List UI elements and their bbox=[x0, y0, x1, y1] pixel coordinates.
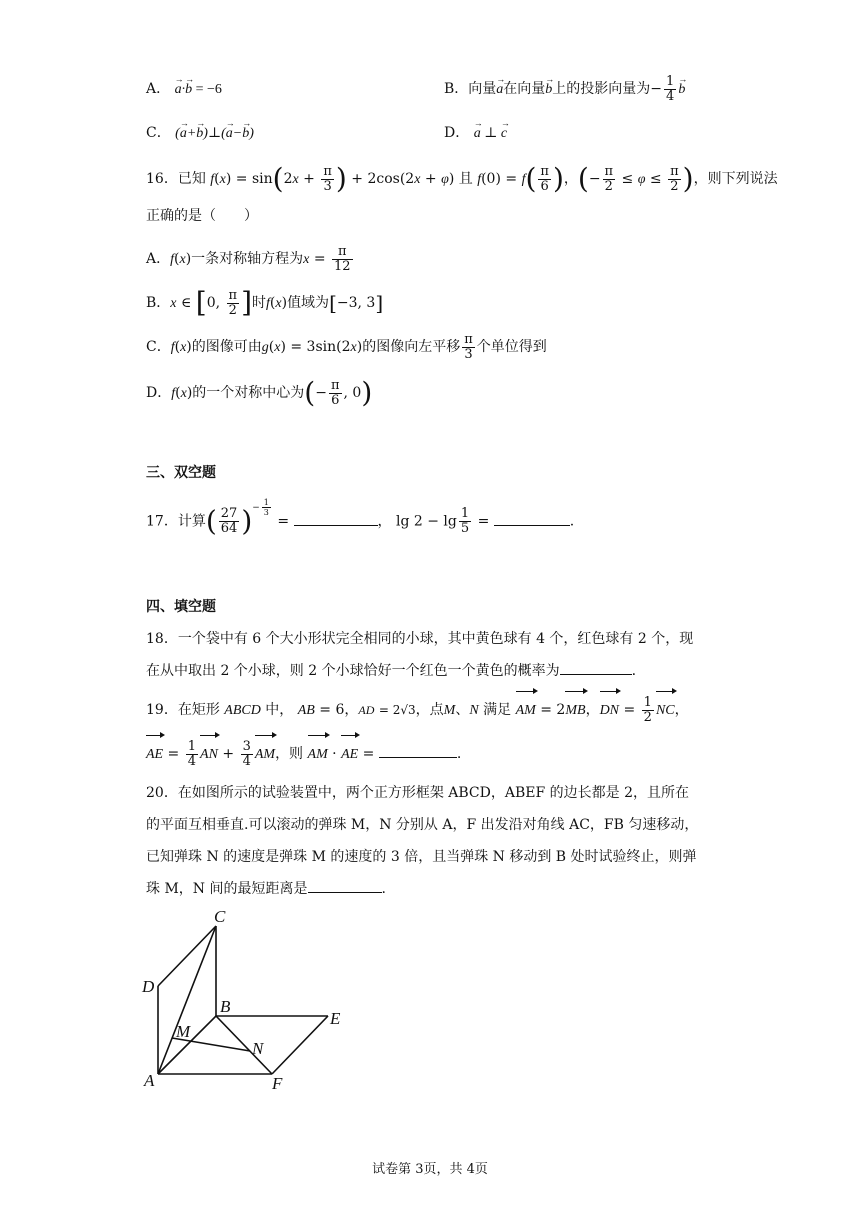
text: 上的投影向量为 bbox=[552, 81, 651, 97]
label-d: D bbox=[142, 977, 155, 996]
q15-option-c bbox=[146, 122, 254, 145]
label-c: C bbox=[214, 907, 226, 926]
label-e: E bbox=[330, 1009, 341, 1028]
text: 个单位得到 bbox=[476, 339, 547, 355]
fraction: $\frac{1}{4}$ bbox=[666, 73, 675, 104]
q16-option-a: A．f(x)一条对称轴方程为x = $\frac{\pi}{12}$ bbox=[146, 243, 351, 274]
option-label: D． bbox=[444, 125, 470, 141]
text: . bbox=[456, 746, 462, 762]
text: ， bbox=[377, 513, 392, 530]
text: ，点 bbox=[415, 702, 444, 718]
text: 在矩形 bbox=[177, 702, 220, 718]
q15-d-expr: → a ⊥ → c bbox=[474, 126, 507, 141]
question-number: 16． bbox=[146, 171, 178, 187]
text: 在从中取出 2 个小球，则 2 个小球恰好一个红色一个黄色的概率为 bbox=[146, 663, 560, 679]
geometry-figure bbox=[138, 906, 358, 1096]
label-m: M bbox=[176, 1022, 191, 1041]
q16-option-b: B．x ∈ [0, $\frac{\pi}{2}$ ]时f(x)值域为[−3, 3] bbox=[146, 286, 384, 319]
edge-dc bbox=[158, 926, 216, 986]
edge-ac bbox=[158, 926, 216, 1074]
label-n: N bbox=[252, 1039, 264, 1058]
option-label: B． bbox=[146, 295, 171, 311]
text: 向量 bbox=[468, 81, 497, 97]
text: 满足 bbox=[483, 702, 512, 718]
q18-line2 bbox=[146, 660, 636, 682]
text: . bbox=[569, 513, 575, 530]
q17: 17．计算( $\frac{27}{64}$ )$^{- \frac{1}{3}}$ = ， lg 2 − lg $\frac{1}{5}$ = . bbox=[146, 498, 575, 538]
text: 已知 bbox=[177, 171, 206, 187]
label-a: A bbox=[144, 1071, 155, 1090]
option-label: A． bbox=[146, 251, 171, 267]
question-number: 19． bbox=[146, 702, 178, 718]
text: 珠 M，N 间的最短距离是 bbox=[146, 881, 308, 897]
answer-blank[interactable] bbox=[308, 878, 382, 893]
text: 的图像可由 bbox=[191, 339, 262, 355]
option-label: C． bbox=[146, 339, 171, 355]
text: 且 bbox=[458, 171, 473, 187]
section-heading-3: 三、双空题 bbox=[146, 465, 216, 481]
q16-option-d: D．f(x)的一个对称中心为(− $\frac{\pi}{6}$ , 0) bbox=[146, 376, 373, 409]
text: . bbox=[631, 663, 637, 679]
text: 的图像向左平移 bbox=[362, 339, 461, 355]
q19-line1: 19．在矩形 ABCD 中， AB = 6，AD = 2√3，点M、N 满足 AM = 2MB，DN = $\frac{1}{2}$ NC， bbox=[146, 690, 689, 730]
text: 计算 bbox=[177, 513, 206, 530]
option-label: A． bbox=[146, 81, 171, 97]
text: . bbox=[381, 881, 386, 897]
q20-line1: 20．在如图所示的试验装置中，两个正方形框架 ABCD，ABEF 的边长都是 2，且所在 bbox=[146, 785, 689, 801]
q18-line1: 18．一个袋中有 6 个大小形状完全相同的小球，其中黄色球有 4 个，红色球有 2 个，现 bbox=[146, 631, 694, 647]
option-label: B． bbox=[444, 81, 469, 97]
option-label: D． bbox=[146, 385, 172, 401]
text: 一条对称轴方程为 bbox=[191, 251, 304, 267]
q20-line4 bbox=[146, 878, 386, 900]
page-footer: 试卷第 3页，共 4页 bbox=[372, 1162, 488, 1177]
q19-line2: AE = $\frac{1}{4}$ AN + $\frac{3}{4}$ AM，则 AM · AE = . bbox=[146, 734, 461, 774]
question-number: 17． bbox=[146, 513, 178, 530]
q15-option-b: B．向量→ a在向量→ b上的投影向量为− $\frac{1}{4}$ → b bbox=[444, 70, 685, 109]
answer-blank[interactable] bbox=[379, 743, 457, 758]
q15-a-expr: → a·→ b = −6 bbox=[175, 82, 222, 97]
text: 在向量 bbox=[503, 81, 546, 97]
q16-stem: 16．已知 f(x) = sin(2x + $\frac{\pi}{3}$ ) + 2cos(2x + φ) 且 f(0) = f( $\frac{\pi}{6}$ )，(− $\frac{\pi}{2}$ ≤ φ ≤ $\frac{\pi}{2}$ )，则下列说法 bbox=[146, 162, 778, 195]
answer-blank[interactable] bbox=[494, 511, 570, 526]
text: 中， bbox=[265, 702, 294, 718]
text: 的一个对称中心为 bbox=[192, 385, 305, 401]
text: ，则 bbox=[275, 746, 304, 762]
q20-line3: 已知弹珠 N 的速度是弹珠 M 的速度的 3 倍，且当弹珠 N 移动到 B 处时试验终止，则弹 bbox=[146, 849, 697, 865]
edge-bf bbox=[216, 1016, 272, 1074]
q15-option-a bbox=[146, 78, 222, 101]
answer-blank[interactable] bbox=[560, 660, 632, 675]
q15-c-expr: (→ a+→ b)⊥(→ a−→ b) bbox=[175, 126, 254, 141]
q16-option-c: C．f(x)的图像可由g(x) = 3sin(2x)的图像向左平移 $\frac{\pi}{3}$ 个单位得到 bbox=[146, 331, 547, 362]
text: 时 bbox=[252, 295, 267, 311]
section-heading-4: 四、填空题 bbox=[146, 599, 216, 615]
q20-line2: 的平面互相垂直.可以滚动的弹珠 M，N 分别从 A，F 出发沿对角线 AC，FB 匀速移动， bbox=[146, 817, 699, 833]
label-b: B bbox=[220, 997, 231, 1016]
text: 则下列说法 bbox=[707, 171, 778, 187]
figure-edges bbox=[158, 926, 328, 1074]
answer-blank[interactable] bbox=[294, 511, 378, 526]
q15-option-d bbox=[444, 122, 507, 145]
q16-stem-line2: 正确的是（ ） bbox=[146, 208, 258, 224]
option-label: C． bbox=[146, 125, 171, 141]
edge-ef bbox=[272, 1016, 328, 1074]
label-f: F bbox=[272, 1074, 283, 1093]
text: 值域为 bbox=[287, 295, 330, 311]
